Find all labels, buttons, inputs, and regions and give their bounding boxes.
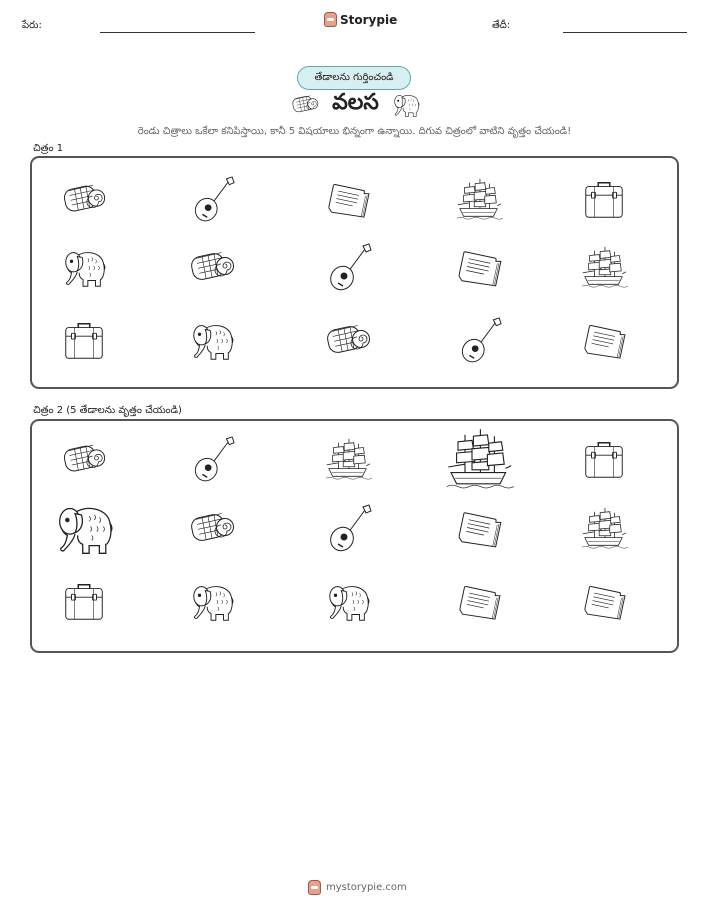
rolled-mat-icon[interactable] (60, 436, 108, 484)
rolled-mat-icon (323, 316, 373, 366)
worksheet-badge: తేడాలను గుర్తించండి (297, 66, 411, 90)
book-icon (324, 176, 372, 224)
book-icon (580, 317, 628, 365)
elephant-icon (391, 90, 421, 120)
book-icon[interactable] (455, 578, 503, 626)
name-field[interactable] (100, 32, 255, 33)
mandolin-icon (455, 317, 503, 365)
worksheet-title-row (283, 90, 428, 120)
elephant-icon (188, 317, 236, 365)
ship-icon[interactable] (324, 436, 372, 484)
picture1-panel (30, 156, 679, 389)
suitcase-icon[interactable] (580, 436, 628, 484)
rolled-mat-icon (60, 176, 108, 224)
picture1-label: చిత్రం 1 (33, 143, 64, 154)
ship-icon[interactable] (444, 425, 514, 495)
worksheet-title: వలస (332, 90, 379, 115)
date-field[interactable] (563, 32, 687, 33)
mandolin-icon (188, 176, 236, 224)
picture2-label: చిత్రం 2 (5 తేడాలను వృత్తం చేయండి) (33, 405, 182, 416)
elephant-icon[interactable] (52, 497, 116, 561)
mandolin-icon[interactable] (323, 504, 373, 554)
storypie-logo-icon (324, 12, 337, 27)
instruction-text: రెండు చిత్రాలు ఒకేలా కనిపిస్తాయి, కానీ 5 విషయాలు భిన్నంగా ఉన్నాయి. దిగువ చిత్రంలో వాటిని వృత్తం చేయండి! (137, 126, 572, 137)
mandolin-icon[interactable] (188, 436, 236, 484)
date-label: తేదీ: (492, 20, 511, 31)
storypie-logo-icon (308, 880, 321, 895)
footer (308, 880, 407, 895)
book-icon[interactable] (580, 578, 628, 626)
rolled-mat-icon (290, 90, 320, 120)
elephant-icon[interactable] (188, 578, 236, 626)
book-icon[interactable] (454, 504, 504, 554)
brand-logo (324, 12, 397, 27)
suitcase-icon (580, 176, 628, 224)
footer-site: mystorypie.com (326, 882, 407, 893)
rolled-mat-icon[interactable] (187, 504, 237, 554)
brand-name: Storypie (340, 12, 398, 27)
rolled-mat-icon (187, 243, 237, 293)
ship-icon (580, 244, 628, 292)
mandolin-icon (323, 243, 373, 293)
elephant-icon[interactable] (324, 578, 372, 626)
suitcase-icon[interactable] (60, 578, 108, 626)
name-label: పేరు: (22, 20, 42, 31)
ship-icon[interactable] (580, 505, 628, 553)
picture2-panel[interactable] (30, 419, 679, 653)
elephant-icon (60, 244, 108, 292)
suitcase-icon (60, 317, 108, 365)
book-icon (454, 243, 504, 293)
ship-icon (455, 176, 503, 224)
